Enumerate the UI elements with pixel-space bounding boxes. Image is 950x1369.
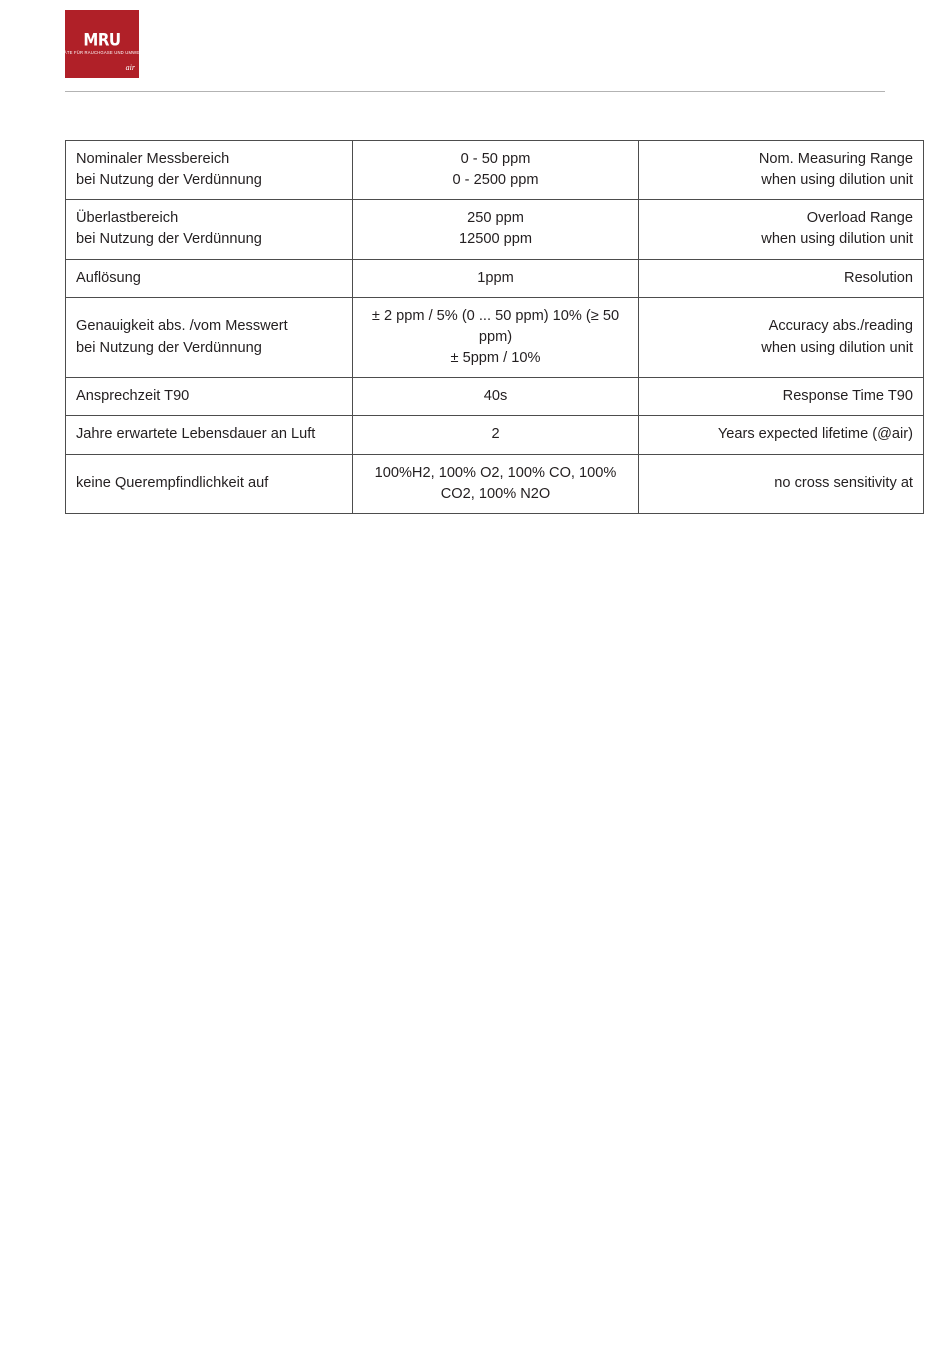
- label-de-line: Genauigkeit abs. /vom Messwert: [76, 318, 288, 335]
- value-line: ± 2 ppm / 5% (0 ... 50 ppm) 10% (≥ 50 ppm): [371, 307, 624, 345]
- table-row: [66, 141, 924, 200]
- row-value: [353, 259, 639, 297]
- table-row: [66, 259, 924, 297]
- row-label-en: [639, 378, 924, 416]
- row-label-en: [639, 454, 924, 513]
- label-en-line: Years expected lifetime (@air): [717, 426, 913, 443]
- label-en-line: Nom. Measuring Range: [758, 151, 913, 167]
- label-de-line: Nominaler Messbereich: [76, 151, 230, 167]
- row-label-en: [639, 259, 924, 297]
- row-value: [353, 454, 639, 513]
- logo-tagline: air: [125, 63, 135, 72]
- label-en-line: Overload Range: [806, 210, 913, 227]
- label-en-line: Resolution: [844, 269, 913, 286]
- logo-inner: [41, 22, 163, 66]
- value-line: 1ppm: [477, 269, 514, 286]
- table-row: [66, 200, 924, 259]
- table-body: [66, 141, 924, 514]
- value-line: ± 5ppm / 10%: [450, 350, 541, 367]
- label-en-line: Response Time T90: [782, 388, 913, 405]
- specifications-table: [65, 140, 924, 514]
- row-value: [353, 141, 639, 200]
- value-line: 40s: [483, 388, 508, 405]
- table-row: [66, 378, 924, 416]
- row-label-de: [66, 378, 353, 416]
- logo-subtext: MESSGERÄTE FÜR RAUCHGASE UND UMWELTSCHUTZ: [41, 49, 163, 55]
- label-en-line: no cross sensitivity at: [774, 475, 913, 492]
- row-label-de: [66, 416, 353, 454]
- row-label-en: [639, 141, 924, 200]
- label-de-line: bei Nutzung der Verdünnung: [76, 231, 262, 248]
- label-de-line: Ansprechzeit T90: [76, 388, 190, 405]
- value-line: 250 ppm: [467, 210, 524, 227]
- label-en-line: when using dilution unit: [761, 231, 913, 248]
- table-row: [66, 454, 924, 513]
- label-en-line: Accuracy abs./reading: [768, 318, 913, 335]
- value-line: 2: [491, 426, 500, 443]
- label-de-line: Überlastbereich: [76, 210, 179, 227]
- value-line: 0 - 50 ppm: [460, 151, 531, 167]
- value-line: 12500 ppm: [458, 231, 533, 248]
- row-label-en: [639, 416, 924, 454]
- row-label-de: [66, 259, 353, 297]
- row-label-en: [639, 297, 924, 377]
- row-label-de: [66, 141, 353, 200]
- row-value: [353, 378, 639, 416]
- label-de-line: keine Querempfindlichkeit auf: [76, 475, 269, 492]
- header-divider: [65, 91, 885, 92]
- label-de-line: bei Nutzung der Verdünnung: [76, 172, 262, 189]
- logo-brand-text: MRU: [83, 29, 121, 51]
- label-de-line: Jahre erwartete Lebensdauer an Luft: [76, 426, 316, 443]
- row-value: [353, 200, 639, 259]
- label-en-line: when using dilution unit: [761, 339, 913, 356]
- row-value: [353, 297, 639, 377]
- row-label-en: [639, 200, 924, 259]
- row-label-de: [66, 454, 353, 513]
- page-header: [0, 0, 950, 96]
- mru-logo: [41, 10, 163, 78]
- label-de-line: bei Nutzung der Verdünnung: [76, 339, 262, 356]
- row-label-de: [66, 297, 353, 377]
- table-row: [66, 297, 924, 377]
- row-label-de: [66, 200, 353, 259]
- label-en-line: when using dilution unit: [761, 172, 913, 189]
- row-value: [353, 416, 639, 454]
- value-line: 0 - 2500 ppm: [452, 172, 539, 189]
- label-de-line: Auflösung: [76, 269, 141, 286]
- value-line: 100%H2, 100% O2, 100% CO, 100% CO2, 100% N2O: [374, 464, 621, 502]
- table-row: [66, 416, 924, 454]
